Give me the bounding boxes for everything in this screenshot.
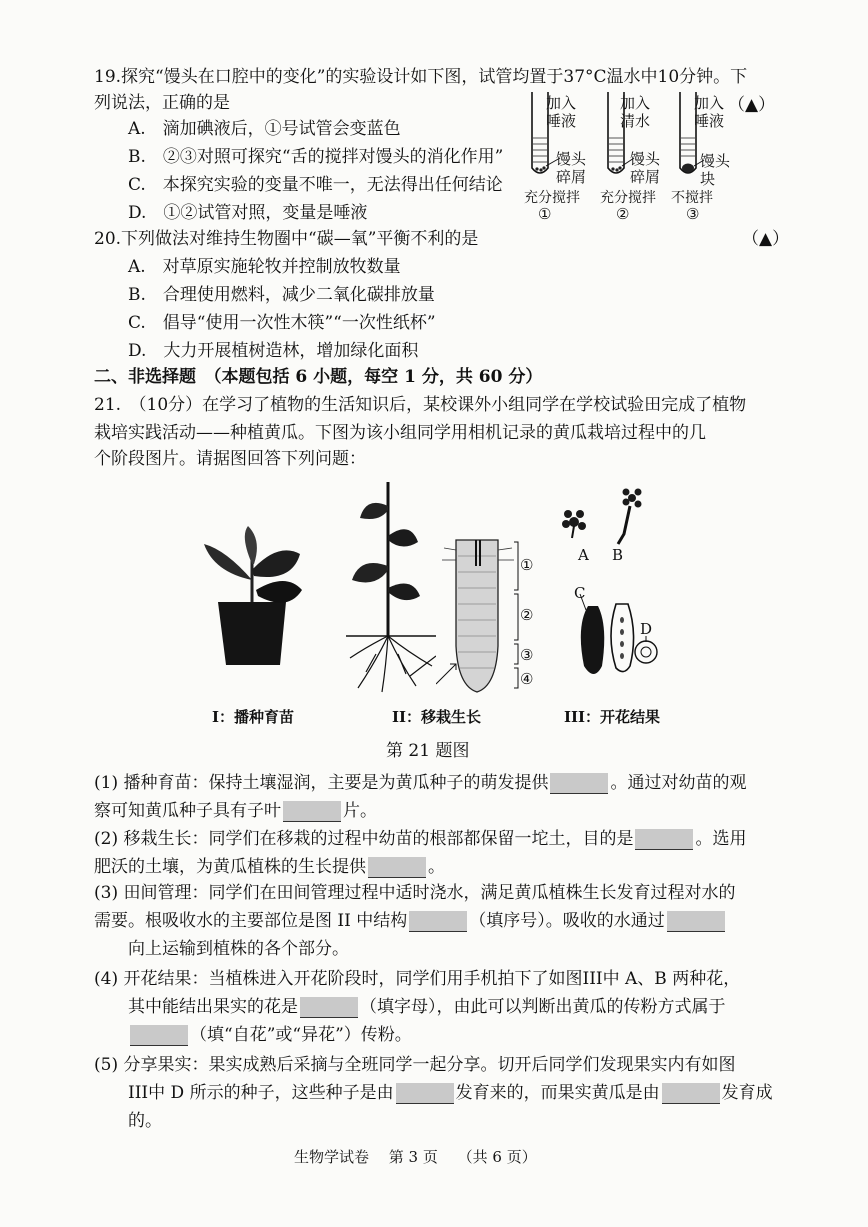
page-footer: 生物学试卷 第 3 页 （共 6 页） [294, 1148, 537, 1166]
tube1-side-label: 馒头 碎屑 [556, 150, 587, 186]
flower-label-a: A [578, 546, 589, 564]
sub-question-3-line2: 需要。根吸收水的主要部位是图 II 中结构 （填序号）。吸收的水通过 [94, 908, 727, 934]
tube2-bottom-label: 充分搅拌 [600, 190, 656, 206]
root-label-2: ② [520, 606, 534, 624]
tube3-top-label: 加入 唾液 [694, 94, 725, 130]
tube1-number: ① [538, 205, 552, 223]
sub-question-2-line1: (2) 移栽生长：同学们在移栽的过程中幼苗的根部都保留一坨土，目的是 。选用 [94, 829, 747, 849]
q21-stem-line3: 个阶段图片。请据图回答下列问题： [94, 449, 366, 469]
sub-question-4-line3: （填“自花”或“异花”）传粉。 [128, 1022, 412, 1048]
q20-option-d: D. 大力开展植树造林，增加绿化面积 [128, 341, 419, 361]
q19-answer-mark: （▲） [728, 95, 776, 115]
sub-question-3-line1: (3) 田间管理：同学们在田间管理过程中适时浇水，满足黄瓜植株生长发育过程对水的 [94, 883, 736, 903]
answer-blank[interactable] [300, 997, 358, 1018]
tube2-number: ② [616, 205, 630, 223]
flower-label-b: B [612, 546, 624, 564]
sub-question-5-line2: III中 D 所示的种子，这些种子是由 发育来的，而果实黄瓜是由 发育成 [128, 1083, 773, 1103]
q21-stem-line1: 21. （10分）在学习了植物的生活知识后，某校课外小组同学在学校试验田完成了植物 [94, 395, 747, 415]
tube3-side-label: 馒头 块 [700, 152, 731, 188]
q19-option-d: D. ①②试管对照，变量是唾液 [128, 203, 368, 223]
answer-blank[interactable] [662, 1083, 720, 1104]
figure-caption-1: I：播种育苗 [212, 708, 295, 726]
tube1-bottom-label: 充分搅拌 [524, 190, 580, 206]
q21-stem-line2: 栽培实践活动——种植黄瓜。下图为该小组同学用相机记录的黄瓜栽培过程中的几 [94, 423, 706, 443]
sub-question-3-line3: 向上运输到植株的各个部分。 [128, 939, 349, 959]
answer-blank[interactable] [409, 911, 467, 932]
answer-blank[interactable] [283, 801, 341, 822]
q19-option-b: B. ②③对照可探究“舌的搅拌对馒头的消化作用” [128, 147, 504, 167]
answer-blank[interactable] [368, 857, 426, 878]
section-heading: 二、非选择题 （本题包括 6 小题，每空 1 分，共 60 分） [94, 367, 543, 387]
q19-stem-line2: 列说法，正确的是 [94, 93, 230, 113]
seed-label-d: D [640, 620, 653, 638]
tube2-top-label: 加入 清水 [620, 94, 651, 130]
answer-blank[interactable] [130, 1025, 188, 1046]
answer-blank[interactable] [396, 1083, 454, 1104]
sub-question-2-line2: 肥沃的土壤，为黄瓜植株的生长提供 。 [94, 857, 445, 877]
figure-caption-3: III：开花结果 [564, 708, 661, 726]
q19-stem-line1: 19.探究“馒头在口腔中的变化”的实验设计如下图，试管均置于37°C温水中10分钟。下 [94, 67, 748, 87]
tube1-top-label: 加入 唾液 [546, 94, 577, 130]
transplant-plant-image [346, 476, 436, 696]
answer-blank[interactable] [550, 773, 608, 794]
root-label-4: ④ [520, 670, 534, 688]
tube3-number: ③ [686, 205, 700, 223]
q20-option-a: A. 对草原实施轮牧并控制放牧数量 [128, 257, 401, 277]
answer-blank[interactable] [635, 829, 693, 850]
seedling-pot-image [196, 520, 308, 670]
figure-title: 第 21 题图 [386, 741, 470, 761]
sub-question-5-line3: 的。 [128, 1111, 162, 1131]
tube3-bottom-label: 不搅拌 [671, 190, 713, 206]
figure-caption-2: II：移栽生长 [392, 708, 482, 726]
answer-blank[interactable] [667, 911, 725, 932]
fruit-label-c: C [574, 584, 586, 602]
q20-option-b: B. 合理使用燃料，减少二氧化碳排放量 [128, 285, 435, 305]
q19-option-c: C. 本探究实验的变量不唯一，无法得出任何结论 [128, 175, 503, 195]
root-label-1: ① [520, 556, 534, 574]
sub-question-4-line1: (4) 开花结果：当植株进入开花阶段时，同学们用手机拍下了如图III中 A、B 两种花， [94, 969, 741, 989]
sub-question-5-line1: (5) 分享果实：果实成熟后采摘与全班同学一起分享。切开后同学们发现果实内有如图 [94, 1055, 736, 1075]
sub-question-1-line2: 察可知黄瓜种子具有子叶 片。 [94, 801, 377, 821]
sub-question-4-line2: 其中能结出果实的花是 （填字母），由此可以判断出黄瓜的传粉方式属于 [128, 997, 726, 1017]
sub-question-1-line1: (1) 播种育苗：保持土壤湿润，主要是为黄瓜种子的萌发提供 。通过对幼苗的观 [94, 773, 747, 793]
tube2-side-label: 馒头 碎屑 [630, 150, 661, 186]
root-label-3: ③ [520, 646, 534, 664]
q20-answer-mark: （▲） [742, 229, 790, 249]
q19-option-a: A. 滴加碘液后，①号试管会变蓝色 [128, 119, 401, 139]
q20-stem: 20.下列做法对维持生物圈中“碳—氧”平衡不利的是 [94, 229, 479, 249]
q20-option-c: C. 倡导“使用一次性木筷”“一次性纸杯” [128, 313, 436, 333]
